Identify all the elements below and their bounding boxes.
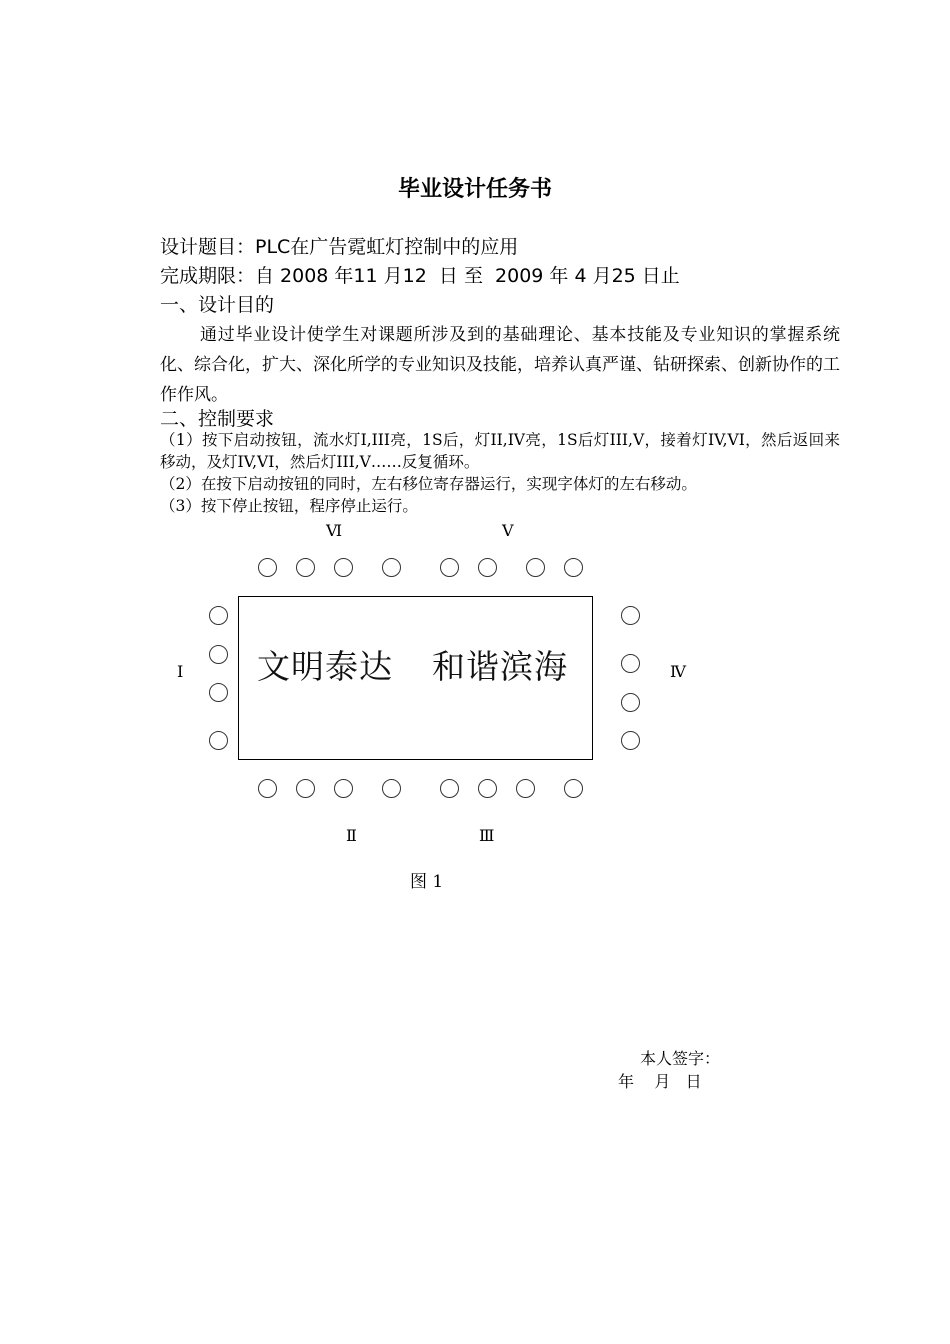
lamp-circle <box>440 779 459 798</box>
document-title: 毕业设计任务书 <box>397 177 552 202</box>
lamp-circle <box>621 654 640 673</box>
lamp-circle <box>296 558 315 577</box>
group-label-ii: Ⅱ <box>346 826 357 845</box>
deadline-line: 完成期限：自 2008 年11 月12 日 至 2009 年 4 月25 日止 <box>160 265 680 287</box>
lamp-circle <box>621 731 640 750</box>
design-topic-line: 设计题目：PLC在广告霓虹灯控制中的应用 <box>160 236 519 258</box>
lamp-circle <box>209 606 228 625</box>
group-label-i: I <box>177 662 184 681</box>
sign-board <box>238 596 593 760</box>
lamp-circle <box>258 779 277 798</box>
lamp-circle <box>516 779 535 798</box>
requirement-item-3: （3）按下停止按钮，程序停止运行。 <box>160 497 418 515</box>
lamp-circle <box>209 683 228 702</box>
lamp-circle <box>382 558 401 577</box>
lamp-circle <box>440 558 459 577</box>
group-label-iii: Ⅲ <box>479 826 495 845</box>
requirement-item-1: （1）按下启动按钮，流水灯I,III亮，1S后，灯II,IV亮，1S后灯III,V，接着灯IV,VI，然后返回来移动，及灯IV,VI，然后灯III,V……反复循环。 <box>160 431 840 471</box>
section-heading-purpose: 一、设计目的 <box>160 294 275 316</box>
lamp-circle <box>564 779 583 798</box>
board-text-right: 和谐滨海 <box>432 647 568 686</box>
lamp-circle <box>621 606 640 625</box>
signature-date-line: 年 月 日 <box>618 1072 702 1091</box>
board-text-left: 文明泰达 <box>257 647 393 686</box>
lamp-circle <box>258 558 277 577</box>
lamp-circle <box>478 779 497 798</box>
group-label-vi: Ⅵ <box>326 521 343 540</box>
lamp-circle <box>334 558 353 577</box>
figure-caption: 图 1 <box>410 872 444 892</box>
lamp-circle <box>564 558 583 577</box>
signature-label: 本人签字： <box>640 1049 721 1068</box>
lamp-circle <box>209 645 228 664</box>
lamp-circle <box>209 731 228 750</box>
purpose-paragraph: 通过毕业设计使学生对课题所涉及到的基础理论、基本技能及专业知识的掌握系统化、综合化，扩大、深化所学的专业知识及技能，培养认真严谨、钻研探索、创新协作的工作作风。 <box>160 325 840 405</box>
lamp-circle <box>526 558 545 577</box>
group-label-v: Ⅴ <box>502 521 514 540</box>
section-heading-control: 二、控制要求 <box>160 408 275 430</box>
group-label-iv: Ⅳ <box>670 662 686 681</box>
lamp-circle <box>296 779 315 798</box>
lamp-circle <box>334 779 353 798</box>
lamp-circle <box>621 693 640 712</box>
lamp-circle <box>478 558 497 577</box>
lamp-circle <box>382 779 401 798</box>
requirement-item-2: （2）在按下启动按钮的同时，左右移位寄存器运行，实现字体灯的左右移动。 <box>160 475 697 493</box>
